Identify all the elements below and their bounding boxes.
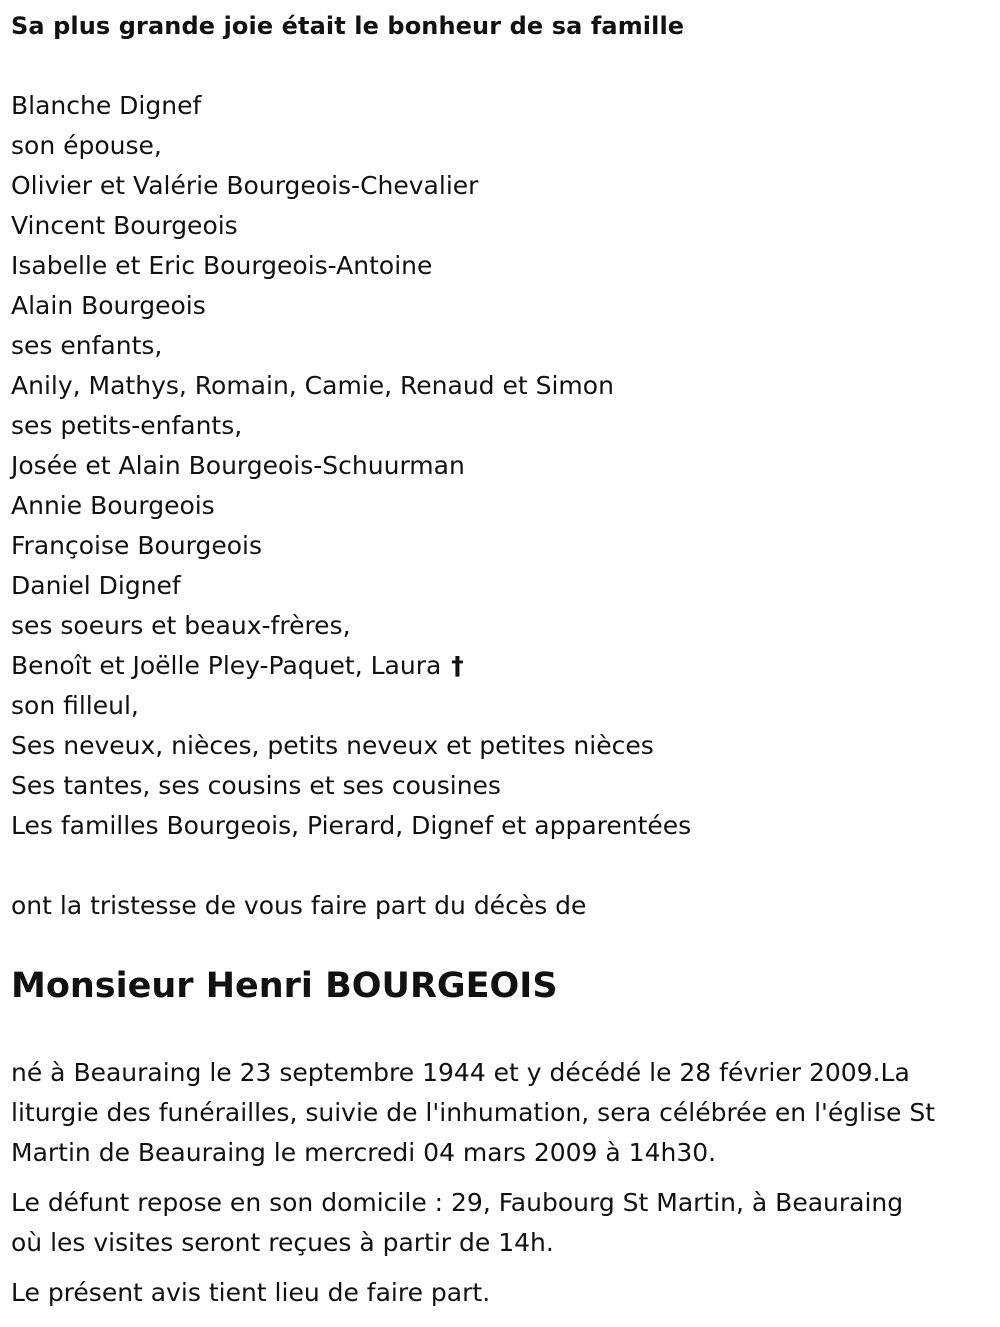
paragraph-line: Le défunt repose en son domicile : 29, Faubourg St Martin, à Beauraing [11, 1188, 904, 1217]
intro-text: ont la tristesse de vous faire part du décès de [11, 891, 587, 920]
family-line: Annie Bourgeois [11, 491, 215, 520]
family-line: Daniel Dignef [11, 571, 181, 600]
family-line: ses enfants, [11, 331, 163, 360]
paragraph-line: liturgie des funérailles, suivie de l'inhumation, sera célébrée en l'église St [11, 1098, 936, 1127]
family-line-with-cross [11, 646, 691, 686]
paragraph-line: Le présent avis tient lieu de faire part. [11, 1278, 491, 1307]
family-line: son filleul, [11, 691, 139, 720]
family-line: Olivier et Valérie Bourgeois-Chevalier [11, 171, 479, 200]
closing-paragraph [11, 1273, 986, 1313]
family-line: Blanche Dignef [11, 91, 202, 120]
family-line: Isabelle et Eric Bourgeois-Antoine [11, 251, 433, 280]
family-line: Vincent Bourgeois [11, 211, 238, 240]
deceased-name: Monsieur Henri BOURGEOIS [11, 966, 558, 1006]
family-line: Les familles Bourgeois, Pierard, Dignef et apparentées [11, 811, 692, 840]
family-list [11, 86, 691, 846]
family-line: ses petits-enfants, [11, 411, 243, 440]
paragraph-line: né à Beauraing le 23 septembre 1944 et y décédé le 28 février 2009.La [11, 1058, 910, 1087]
cross-icon: † [451, 651, 464, 680]
family-line: Anily, Mathys, Romain, Camie, Renaud et Simon [11, 371, 614, 400]
family-line-text: Benoît et Joëlle Pley-Paquet, Laura [11, 651, 442, 680]
family-line: Françoise Bourgeois [11, 531, 262, 560]
headline: Sa plus grande joie était le bonheur de sa famille [11, 12, 685, 40]
visitation-paragraph [11, 1183, 986, 1263]
funeral-details-paragraph [11, 1053, 986, 1173]
paragraph-line: où les visites seront reçues à partir de 14h. [11, 1228, 554, 1257]
family-line: Ses neveux, nièces, petits neveux et petites nièces [11, 731, 654, 760]
family-line: Ses tantes, ses cousins et ses cousines [11, 771, 501, 800]
family-line: son épouse, [11, 131, 162, 160]
family-line: Josée et Alain Bourgeois-Schuurman [11, 451, 465, 480]
family-line: ses soeurs et beaux-frères, [11, 611, 351, 640]
details [11, 1053, 986, 1323]
family-line: Alain Bourgeois [11, 291, 206, 320]
paragraph-line: Martin de Beauraing le mercredi 04 mars 2009 à 14h30. [11, 1138, 717, 1167]
